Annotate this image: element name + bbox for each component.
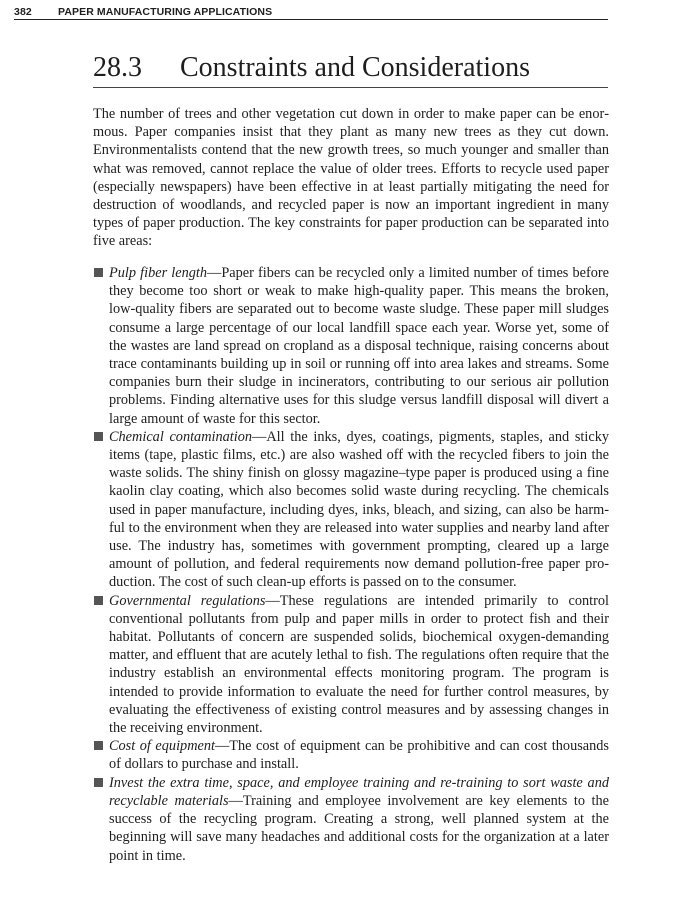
item-term: Cost of equipment	[109, 738, 215, 755]
bullet-square-icon	[94, 268, 103, 277]
section-number: 28.3	[93, 52, 142, 83]
item-text: —The cost of equipment can be prohibitive and can cost thousands of dollars to purchase and install.	[109, 738, 609, 773]
list-item	[93, 428, 609, 592]
item-term: Governmental regulations	[109, 592, 266, 609]
item-term: Chemical contamination	[109, 428, 253, 445]
constraints-list	[93, 264, 609, 865]
bullet-square-icon	[94, 432, 103, 441]
bullet-square-icon	[94, 741, 103, 750]
list-item	[93, 737, 609, 773]
page-number: 382	[14, 6, 32, 18]
item-text: —Paper fibers can be recycled only a limited number of times before they become too short or weak to make high-quality paper. This means the broken, low-quality fibers are separated out to become waste sludge. These paper mill sludges consume a large percentage of our local landfill space each year. Worse yet, some of the wastes are land spread on cropland as a disposal technique, raising concerns about trace contaminants building up in soil or running off into area lakes and streams. Some companies burn their sludge in incinerators, contributing to our serious air pollution problems. Finding alternative uses for this sludge versus landfill disposal will divert a large amount of waste for this sector.	[109, 265, 609, 427]
section-heading	[93, 50, 608, 88]
item-text: —Training and employee involvement are key elements to the success of the recycling program. Creating a strong, well planned system at the beginning will save many headaches and additional costs for the organization at a later point in time.	[109, 792, 609, 864]
bullet-square-icon	[94, 778, 103, 787]
item-text: —All the inks, dyes, coatings, pigments, staples, and sticky items (tape, plastic films, etc.) are also washed off with the recycled fibers to join the waste solids. The shiny finish on glossy magazine–type paper is produced using a fine kaolin clay coating, which also becomes solid waste during recycling. The chemicals used in paper manufacture, including dyes, inks, bleach, and sizing, can also be harmful to the environment when they are released into water supplies and nearby land after use. The industry has, sometimes with government prompting, cleared up a large amount of pollution, and federal requirements now demand pollution-free paper production. The cost of such clean-up efforts is passed on to the consumer.	[109, 428, 609, 591]
running-title: PAPER MANUFACTURING APPLICATIONS	[58, 6, 273, 18]
intro-paragraph: The number of trees and other vegetation cut down in order to make paper can be enormous. Paper companies insist that they plant as many new trees as they cut down. Environmentalists contend that the new growth trees, so much younger and smaller than what was removed, cannot replace the value of older trees. Efforts to recycle used paper (especially newspapers) have been effective in at least partially mitigating the need for destruction of woodlands, and recycled paper is now an important ingredient in many types of paper production. The key constraints for paper production can be separated into five areas:	[93, 106, 609, 250]
list-item	[93, 592, 609, 738]
list-item	[93, 774, 609, 865]
running-header	[14, 6, 608, 20]
item-term: Pulp fiber length	[109, 265, 208, 281]
list-item	[93, 264, 609, 428]
bullet-square-icon	[94, 596, 103, 605]
section-title: Constraints and Considerations	[180, 52, 530, 83]
item-term: Invest the extra time, space, and employee training and re-training to sort waste and recyclable materials	[109, 774, 609, 809]
item-text: —These regulations are intended primarily to control conventional pollutants from pulp and paper mills in order to protect fish and their habitat. Pollutants of concern are suspended solids, biochemical oxygen-demanding matter, and effluent that are acutely lethal to fish. The regulations often require that the industry establish an environmental effects monitoring program. The program is intended to provide information to evaluate the need for further control measures, by evaluating the effectiveness of existing control measures and by assessing changes in the receiving environment.	[109, 592, 610, 737]
